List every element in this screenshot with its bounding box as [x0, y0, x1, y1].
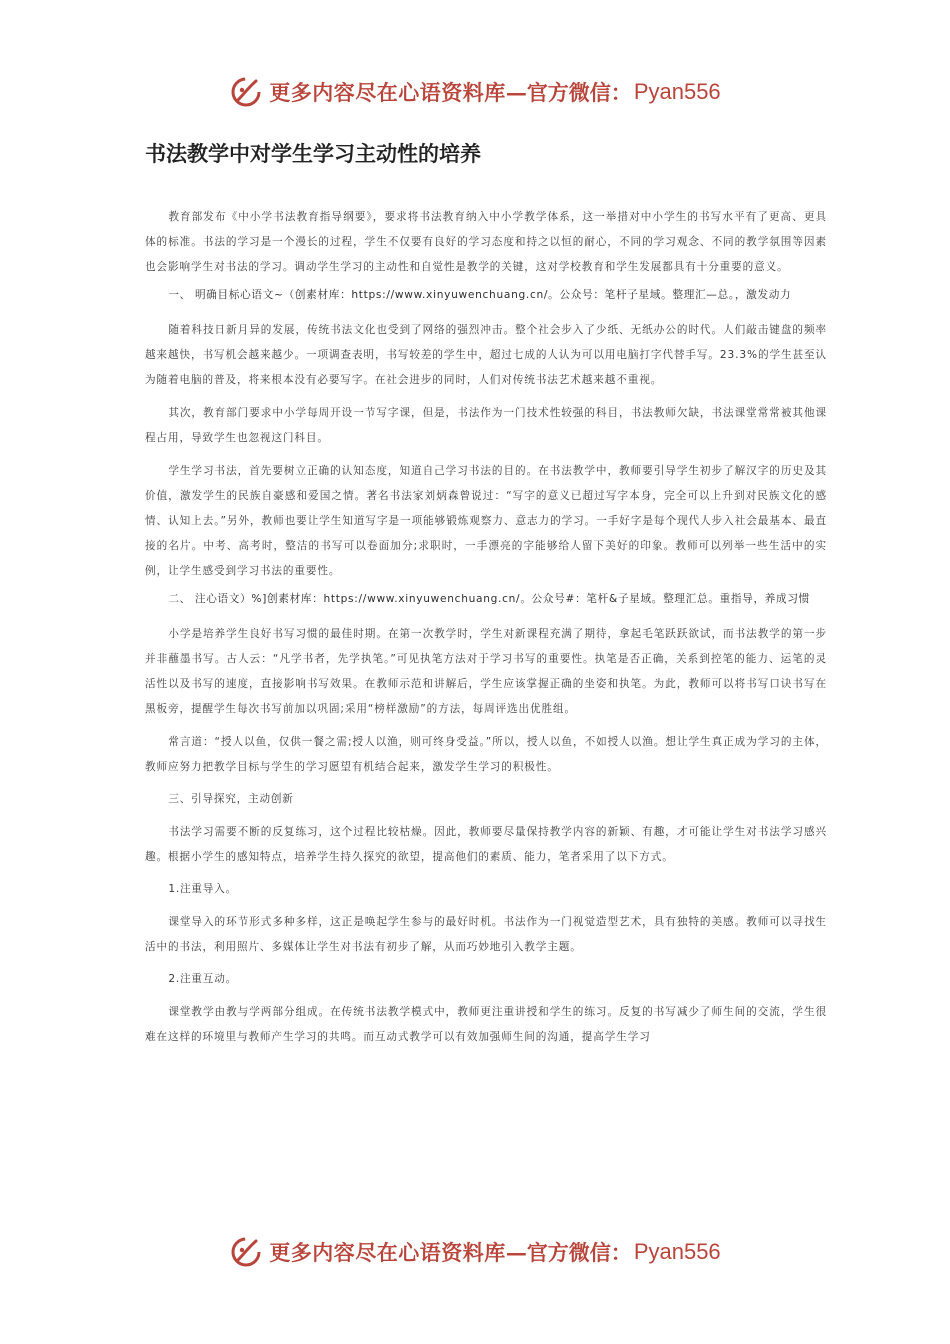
- section-heading: 2.注重互动。: [168, 973, 237, 985]
- body-paragraph: 随着科技日新月异的发展，传统书法文化也受到了网络的强烈冲击。整个社会步入了少纸、无纸办公的时代。人们敲击键盘的频率越来越快，书写机会越来越少。一项调查表明，书写较差的学生中，超过七成的人认为可以用电脑打字代替手写。23.3%的学生甚至认为随着电脑的普及，将来根本没有必要写字。在社会进步的同时，人们对传统书法艺术越来越不重视。: [145, 324, 827, 386]
- header-banner: [0, 72, 950, 112]
- body-paragraph: 课堂教学由教与学两部分组成。在传统书法教学模式中，教师更注重讲授和学生的练习。反复的书写减少了师生间的交流，学生很难在这样的环境里与教师产生学习的共鸣。而互动式教学可以有效加强师生间的沟通，提高学生学习: [145, 1006, 827, 1043]
- body-paragraph: 小学是培养学生良好书写习惯的最佳时期。在第一次教学时，学生对新课程充满了期待，拿起毛笔跃跃欲试，而书法教学的第一步并非蘸墨书写。古人云：“凡学书者，先学执笔。”可见执笔方法对于学习书写的重要性。执笔是否正确，关系到控笔的能力、运笔的灵活性以及书写的速度，直接影响书写效果。在教师示范和讲解后，学生应该掌握正确的坐姿和执笔。为此，教师可以将书写口诀书写在黑板旁，提醒学生每次书写前加以巩固;采用“榜样激励”的方法，每周评选出优胜组。: [145, 628, 827, 715]
- banner-main-text: 更多内容尽在心语资料库: [269, 80, 506, 105]
- article-title: 书法教学中对学生学习主动性的培养: [145, 142, 481, 166]
- section-heading: 二、 注心语文）%]创素材库：https://www.xinyuwenchuang.cn/。公众号#：笔杆&子星域。整理汇总。重指导，养成习惯: [168, 593, 810, 605]
- body-paragraph: 常言道：“授人以鱼，仅供一餐之需;授人以渔，则可终身受益。”所以，授人以鱼，不如授人以渔。想让学生真正成为学习的主体，教师应努力把教学目标与学生的学习愿望有机结合起来，激发学生学习的积极性。: [145, 736, 827, 773]
- banner-wechat-handle: Pyan556: [633, 79, 721, 104]
- body-paragraph: 书法学习需要不断的反复练习，这个过程比较枯燥。因此，教师要尽量保持教学内容的新颖、有趣，才可能让学生对书法学习感兴趣。根据小学生的感知特点，培养学生持久探究的欲望，提高他们的素质、能力，笔者采用了以下方式。: [145, 826, 827, 863]
- section-heading: 1.注重导入。: [168, 883, 237, 895]
- article-body: [145, 205, 827, 1058]
- banner-main-text: 更多内容尽在心语资料库: [269, 1240, 506, 1265]
- body-paragraph: 课堂导入的环节形式多种多样，这正是唤起学生参与的最好时机。书法作为一门视觉造型艺术，具有独特的美感。教师可以寻找生活中的书法，利用照片、多媒体让学生对书法有初步了解，从而巧妙地引入教学主题。: [145, 916, 827, 953]
- section-heading: 一、 明确目标心语文~（创素材库：https://www.xinyuwenchuang.cn/。公众号：笔杆子星域。整理汇—总。，激发动力: [168, 289, 792, 301]
- footer-banner: [0, 1232, 950, 1272]
- brush-circle-logo-icon: [229, 1235, 263, 1269]
- body-paragraph: 其次，教育部门要求中小学每周开设一节写字课，但是，书法作为一门技术性较强的科目，书法教师欠缺，书法课堂常常被其他课程占用，导致学生也忽视这门科目。: [145, 407, 827, 444]
- brush-circle-logo-icon: [229, 75, 263, 109]
- body-paragraph: 学生学习书法，首先要树立正确的认知态度，知道自己学习书法的目的。在书法教学中，教师要引导学生初步了解汉字的历史及其价值，激发学生的民族自豪感和爱国之情。著名书法家刘炳森曾说过：“写字的意义已超过写字本身，完全可以上升到对民族文化的感情、认知上去。”另外，教师也要让学生知道写字是一项能够锻炼观察力、意志力的学习。一手好字是每个现代人步入社会最基本、最直接的名片。中考、高考时，整洁的书写可以卷面加分;求职时，一手漂亮的字能够给人留下美好的印象。教师可以列举一些生活中的实例，让学生感受到学习书法的重要性。: [145, 465, 827, 577]
- banner-separator: —官方微信：: [505, 80, 632, 105]
- banner-separator: —官方微信：: [505, 1240, 632, 1265]
- section-heading: 三、引导探究，主动创新: [168, 793, 294, 805]
- body-paragraph: 教育部发布《中小学书法教育指导纲要》，要求将书法教育纳入中小学教学体系，这一举措对中小学生的书写水平有了更高、更具体的标准。书法的学习是一个漫长的过程，学生不仅要有良好的学习态度和持之以恒的耐心，不同的学习观念、不同的教学氛围等因素也会影响学生对书法的学习。调动学生学习的主动性和自觉性是教学的关键，这对学校教育和学生发展都具有十分重要的意义。: [145, 211, 827, 273]
- banner-wechat-handle: Pyan556: [633, 1239, 721, 1264]
